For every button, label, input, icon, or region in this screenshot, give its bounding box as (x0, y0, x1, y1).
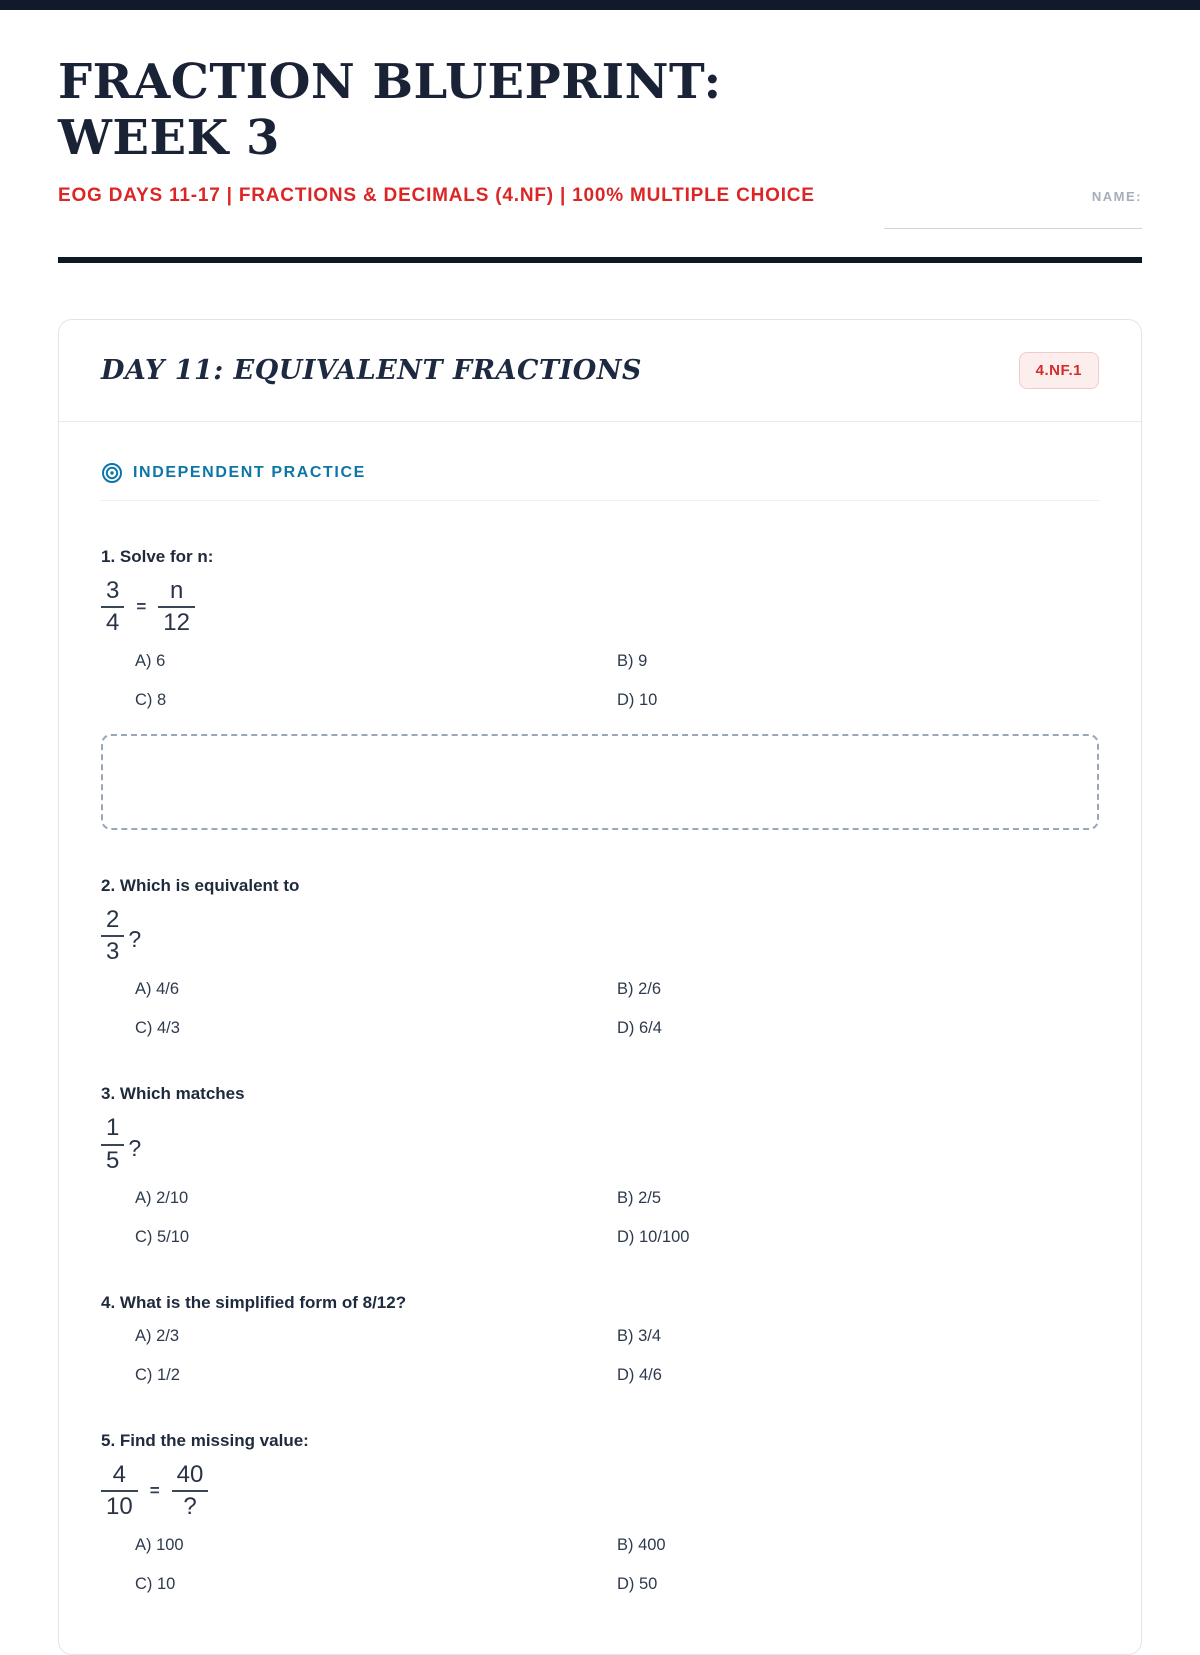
equals-sign: = (149, 1481, 160, 1501)
section-title-label: INDEPENDENT PRACTICE (133, 464, 366, 481)
target-icon (101, 462, 123, 484)
question-3 (101, 1084, 1099, 1247)
fraction-expression (101, 1114, 1099, 1175)
question-1 (101, 547, 1099, 830)
fraction-denominator: ? (183, 1493, 197, 1521)
divider-rule (58, 257, 1142, 263)
equals-sign: = (136, 597, 147, 617)
option-d: D) 10 (617, 690, 658, 709)
card-body (59, 422, 1141, 1654)
name-field (884, 188, 1142, 229)
fraction-numerator: 3 (101, 577, 124, 608)
fraction-numerator: 4 (101, 1461, 138, 1492)
fraction (101, 1461, 138, 1522)
fraction-denominator: 12 (163, 609, 190, 637)
option-a: A) 2/3 (135, 1326, 180, 1345)
option-b: B) 3/4 (617, 1326, 662, 1345)
question-prompt: 2. Which is equivalent to (101, 875, 300, 895)
fraction-numerator: 2 (101, 906, 124, 937)
worksheet-card (58, 319, 1142, 1655)
card-title: DAY 11: EQUIVALENT FRACTIONS (101, 355, 642, 386)
option-d: D) 6/4 (617, 1019, 662, 1038)
fraction-numerator: n (158, 577, 195, 608)
header-left (58, 54, 815, 210)
option-c: C) 8 (135, 690, 167, 709)
fraction-numerator: 1 (101, 1114, 124, 1145)
option-c: C) 10 (135, 1574, 176, 1593)
card-header (59, 320, 1141, 422)
fraction (101, 906, 124, 967)
answer-options (101, 1536, 1099, 1594)
standard-badge: 4.NF.1 (1019, 352, 1099, 389)
page-subtitle: EOG DAYS 11-17 | FRACTIONS & DECIMALS (4.NF) | 100% MULTIPLE CHOICE (58, 185, 815, 207)
name-label: NAME: (1091, 189, 1142, 204)
option-d: D) 4/6 (617, 1365, 662, 1384)
fraction-denominator: 10 (106, 1493, 133, 1521)
question-prompt: 1. Solve for n: (101, 547, 214, 566)
option-b: B) 9 (617, 651, 648, 670)
fraction-numerator: 40 (172, 1461, 209, 1492)
option-a: A) 100 (135, 1535, 184, 1554)
section-divider (101, 500, 1099, 501)
fraction-denominator: 4 (106, 609, 120, 637)
fraction (101, 577, 124, 638)
answer-options (101, 652, 1099, 710)
fraction-expression (101, 906, 1099, 967)
answer-options (101, 1327, 1099, 1385)
fraction (101, 1114, 124, 1175)
fraction (172, 1461, 209, 1522)
page-title (58, 54, 815, 166)
option-a: A) 6 (135, 651, 166, 670)
option-d: D) 10/100 (617, 1227, 690, 1246)
option-c: C) 5/10 (135, 1227, 190, 1246)
question-prompt: 5. Find the missing value: (101, 1430, 309, 1450)
option-c: C) 1/2 (135, 1365, 180, 1384)
question-mark: ? (128, 926, 142, 953)
answer-options (101, 1189, 1099, 1247)
question-2 (101, 876, 1099, 1039)
page-title-line2: WEEK 3 (58, 110, 280, 167)
answer-options (101, 980, 1099, 1038)
work-area (101, 734, 1099, 830)
option-b: B) 400 (617, 1535, 666, 1554)
page-header (58, 54, 1142, 229)
option-a: A) 2/10 (135, 1188, 189, 1207)
worksheet-page (0, 54, 1200, 1655)
question-4 (101, 1293, 1099, 1385)
question-prompt: 3. Which matches (101, 1084, 245, 1104)
fraction-denominator: 3 (106, 937, 120, 965)
top-accent-bar (0, 0, 1200, 10)
option-a: A) 4/6 (135, 980, 180, 999)
option-b: B) 2/5 (617, 1188, 662, 1207)
option-b: B) 2/6 (617, 980, 662, 999)
question-mark: ? (128, 1135, 142, 1162)
question-prompt: 4. What is the simplified form of 8/12? (101, 1292, 407, 1312)
section-title (101, 462, 1099, 484)
option-c: C) 4/3 (135, 1019, 180, 1038)
fraction-denominator: 5 (106, 1146, 120, 1174)
question-5 (101, 1431, 1099, 1594)
option-d: D) 50 (617, 1574, 658, 1593)
fraction-equation (101, 577, 1099, 638)
fraction (158, 577, 195, 638)
page-title-line1: FRACTION BLUEPRINT: (58, 54, 722, 110)
fraction-equation (101, 1461, 1099, 1522)
